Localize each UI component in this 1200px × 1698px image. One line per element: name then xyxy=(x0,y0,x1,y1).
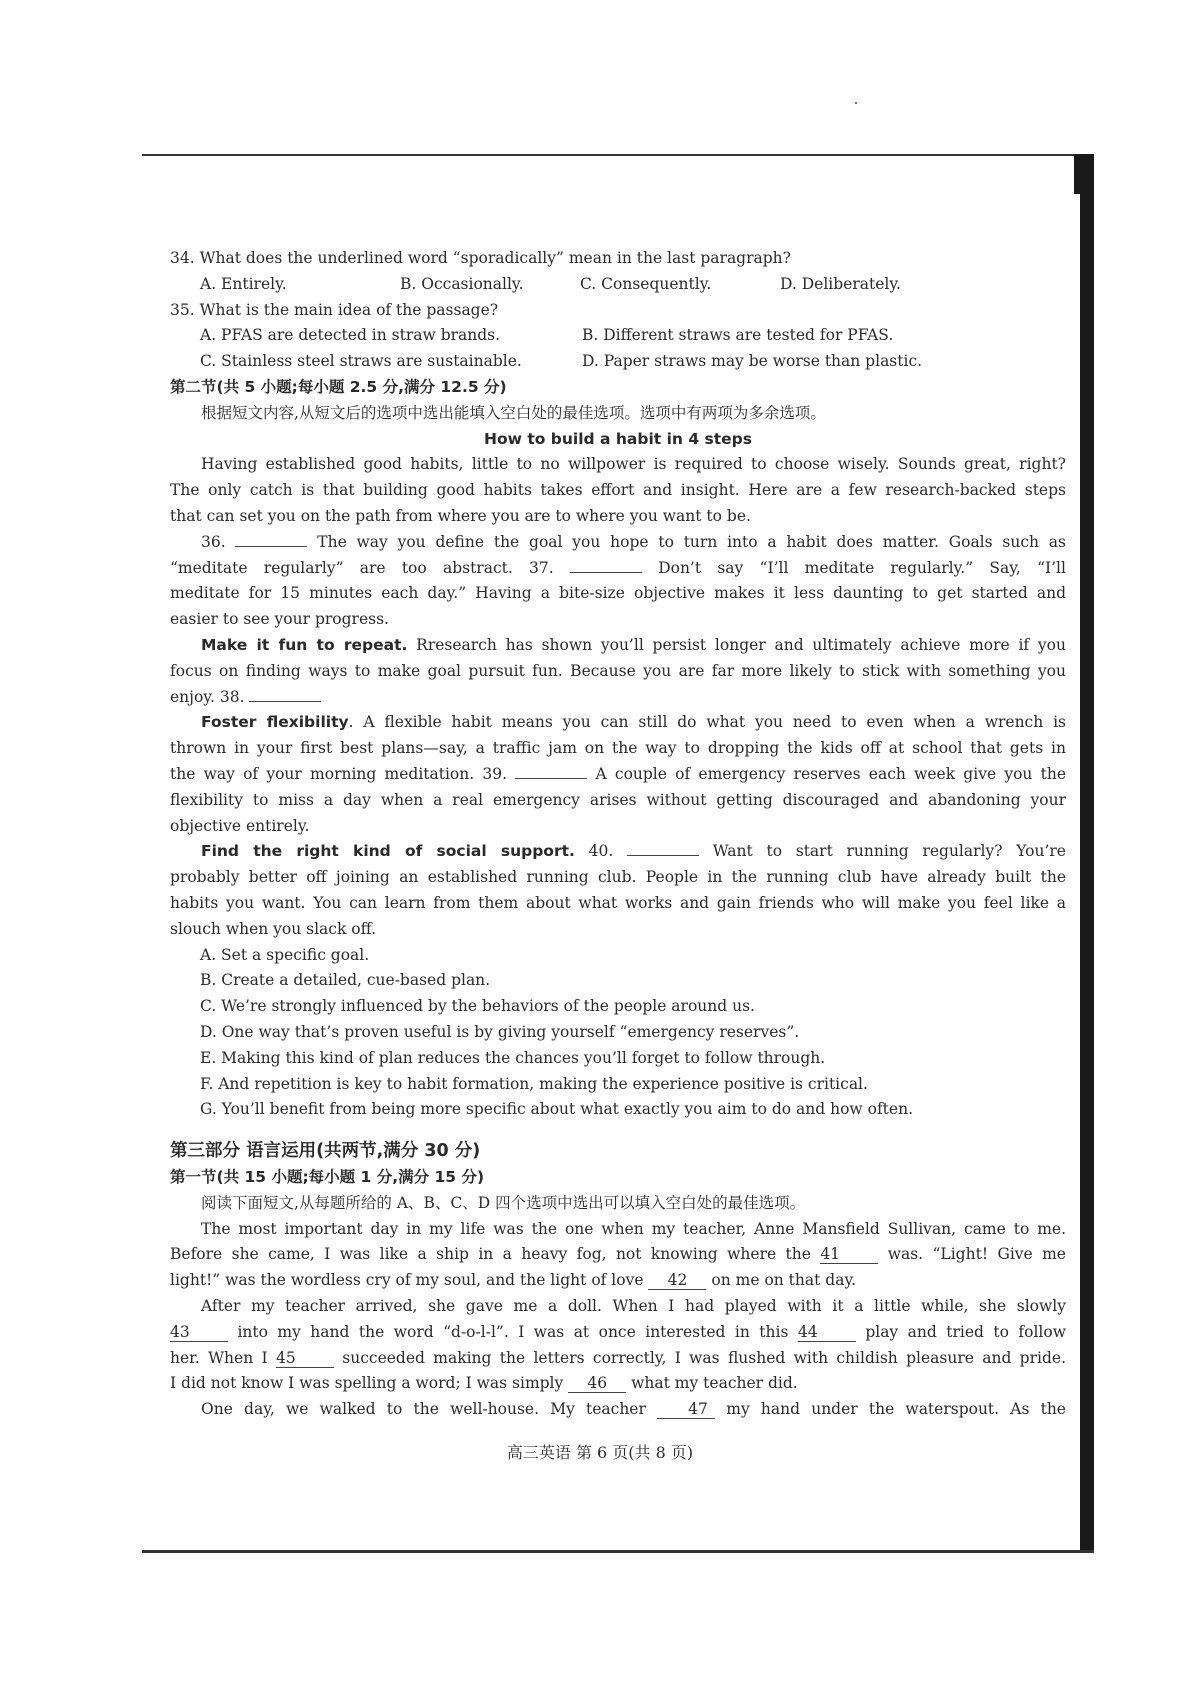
q34-option-a: A. Entirely. xyxy=(200,274,287,293)
q40-blank[interactable] xyxy=(627,841,699,856)
cloze-text8b: my hand under the waterspout. As the xyxy=(726,1400,1066,1419)
cloze-text5a: into my hand the word “d-o-l-l”. I was at once interested in this xyxy=(237,1322,789,1341)
cloze-text3a: light!” was the wordless cry of my soul, and the light of love xyxy=(170,1271,644,1290)
p1-line2: The only catch is that building good habits takes effort and insight. Here are a few research-backed steps xyxy=(170,481,1066,500)
p5-line3: habits you want. You can learn from them about what works and gain friends who will make you feel like a xyxy=(170,893,1066,912)
p5-line2: probably better off joining an established running club. People in the running club have already built the xyxy=(170,868,1066,887)
cloze-line7 xyxy=(170,1371,1066,1397)
cloze-text8a: One day, we walked to the well-house. My teacher xyxy=(201,1400,646,1419)
cloze-line6 xyxy=(170,1346,1066,1372)
cloze-text3b: on me on that day. xyxy=(711,1271,857,1290)
q37-blank[interactable] xyxy=(570,558,642,573)
option-c: C. We’re strongly influenced by the behaviors of the people around us. xyxy=(200,997,755,1016)
cloze-line1: The most important day in my life was the one when my teacher, Anne Mansfield Sullivan, came to me. xyxy=(201,1219,1066,1238)
q34-options xyxy=(170,272,1066,298)
top-rule xyxy=(142,154,1094,156)
p3-line1 xyxy=(170,633,1066,659)
bottom-rule xyxy=(142,1550,1094,1553)
part3-subheading: 第一节(共 15 小题;每小题 1 分,满分 15 分) xyxy=(170,1168,485,1187)
passage-title: How to build a habit in 4 steps xyxy=(484,429,752,448)
q34-option-d: D. Deliberately. xyxy=(780,274,901,293)
part3-heading: 第三部分 语言运用(共两节,满分 30 分) xyxy=(170,1141,481,1162)
q34-option-b: B. Occasionally. xyxy=(400,274,524,293)
p4-text3b: A couple of emergency reserves each week give you the xyxy=(595,764,1066,783)
q34-stem: 34. What does the underlined word “sporadically” mean in the last paragraph? xyxy=(170,249,791,267)
q39-blank[interactable] xyxy=(515,764,587,779)
p3-line2: focus on finding ways to make goal pursuit fun. Because you are far more likely to stick with something you xyxy=(170,661,1066,680)
blank-41[interactable]: 41 xyxy=(820,1245,878,1264)
blank-44[interactable]: 44 xyxy=(798,1323,856,1342)
p2-line3: meditate for 15 minutes each day.” Having a bite-size objective makes it less daunting to get started and xyxy=(170,584,1066,603)
cloze-text2a: Before she came, I was like a ship in a heavy fog, not knowing where the xyxy=(170,1245,811,1264)
p5-heading: Find the right kind of social support. xyxy=(201,842,575,861)
p3-line3 xyxy=(170,685,1066,711)
cloze-text2b: was. “Light! Give me xyxy=(887,1245,1066,1264)
option-a: A. Set a specific goal. xyxy=(200,945,370,964)
q35-option-b: B. Different straws are tested for PFAS. xyxy=(582,326,894,345)
cloze-line5 xyxy=(170,1320,1066,1346)
p4-line1 xyxy=(170,710,1066,736)
cloze-text6a: her. When I xyxy=(170,1348,268,1367)
q38-blank[interactable] xyxy=(249,687,321,702)
q34-option-c: C. Consequently. xyxy=(580,274,712,293)
p5-line1 xyxy=(170,839,1066,865)
p5-text1: Want to start running regularly? You’re xyxy=(712,842,1066,861)
option-e: E. Making this kind of plan reduces the chances you’ll forget to follow through. xyxy=(200,1048,826,1067)
cloze-text5b: play and tried to follow xyxy=(865,1322,1066,1341)
p2-line4: easier to see your progress. xyxy=(170,610,389,629)
option-d: D. One way that’s proven useful is by giving yourself “emergency reserves”. xyxy=(200,1022,800,1041)
section2-instruction: 根据短文内容,从短文后的选项中选出能填入空白处的最佳选项。选项中有两项为多余选项。 xyxy=(201,403,826,422)
q36-number: 36. xyxy=(201,532,226,551)
p4-line4: flexibility to miss a day when a real emergency arises without getting discouraged and abandoning your xyxy=(170,790,1066,809)
p2-text2b: Don’t say “I’ll meditate regularly.” Say, “I’ll xyxy=(658,558,1066,577)
blank-47[interactable]: 47 xyxy=(657,1400,715,1419)
p1-line1: Having established good habits, little to no willpower is required to choose wisely. Sounds great, right? xyxy=(201,455,1066,474)
option-f: F. And repetition is key to habit formation, making the experience positive is critical. xyxy=(200,1074,868,1093)
option-g: G. You’ll benefit from being more specific about what exactly you aim to do and how often. xyxy=(200,1100,913,1119)
q35-option-a: A. PFAS are detected in straw brands. xyxy=(200,326,501,345)
p1-line3: that can set you on the path from where you are to where you want to be. xyxy=(170,506,751,525)
scan-speck xyxy=(855,102,857,104)
p4-heading: Foster flexibility xyxy=(201,713,349,732)
cloze-line4: After my teacher arrived, she gave me a doll. When I had played with it a little while, she slowly xyxy=(201,1297,1066,1316)
p4-text3a: the way of your morning meditation. 39. xyxy=(170,764,508,783)
q36-blank[interactable] xyxy=(235,532,307,547)
blank-43[interactable]: 43 xyxy=(170,1323,228,1342)
q38-number: enjoy. 38. xyxy=(170,687,245,706)
p2-line1 xyxy=(170,530,1066,556)
q35-options-row2 xyxy=(170,349,1066,375)
q35-option-c: C. Stainless steel straws are sustainable. xyxy=(200,352,522,371)
q35-stem: 35. What is the main idea of the passage? xyxy=(170,300,499,319)
p4-text1: . A flexible habit means you can still do what you need to even when a wrench is xyxy=(348,713,1066,732)
scan-edge-bar xyxy=(1080,154,1094,1552)
cloze-line3 xyxy=(170,1268,1066,1294)
p4-line5: objective entirely. xyxy=(170,816,310,835)
q40-number: 40. xyxy=(588,842,614,861)
section2-heading: 第二节(共 5 小题;每小题 2.5 分,满分 12.5 分) xyxy=(170,377,507,396)
cloze-text7b: what my teacher did. xyxy=(631,1374,798,1393)
p2-text1: The way you define the goal you hope to turn into a habit does matter. Goals such as xyxy=(317,532,1066,551)
blank-42[interactable]: 42 xyxy=(648,1271,706,1290)
cloze-text6b: succeeded making the letters correctly, I was flushed with childish pleasure and pride. xyxy=(342,1348,1066,1367)
blank-46[interactable]: 46 xyxy=(568,1374,626,1393)
part3-instruction: 阅读下面短文,从每题所给的 A、B、C、D 四个选项中选出可以填入空白处的最佳选项。 xyxy=(201,1193,806,1212)
p3-heading: Make it fun to repeat. xyxy=(201,635,408,654)
p4-line3 xyxy=(170,762,1066,788)
option-b: B. Create a detailed, cue-based plan. xyxy=(200,971,491,990)
q35-options-row1 xyxy=(170,323,1066,349)
p5-line4: slouch when you slack off. xyxy=(170,919,377,938)
p2-text2a: “meditate regularly” are too abstract. 37. xyxy=(170,558,554,577)
exam-page-content xyxy=(170,246,1066,1423)
q35-option-d: D. Paper straws may be worse than plastic. xyxy=(582,352,923,371)
blank-45[interactable]: 45 xyxy=(276,1349,334,1368)
page-footer: 高三英语 第 6 页(共 8 页) xyxy=(506,1443,694,1462)
cloze-line2 xyxy=(170,1242,1066,1268)
cloze-text7a: I did not know I was spelling a word; I was simply xyxy=(170,1374,564,1393)
p3-text1: Rresearch has shown you’ll persist longer and ultimately achieve more if you xyxy=(416,635,1066,654)
p4-line2: thrown in your first best plans—say, a traffic jam on the way to dropping the kids off at school that gets in xyxy=(170,739,1066,758)
p2-line2 xyxy=(170,556,1066,582)
cloze-line8 xyxy=(170,1397,1066,1423)
